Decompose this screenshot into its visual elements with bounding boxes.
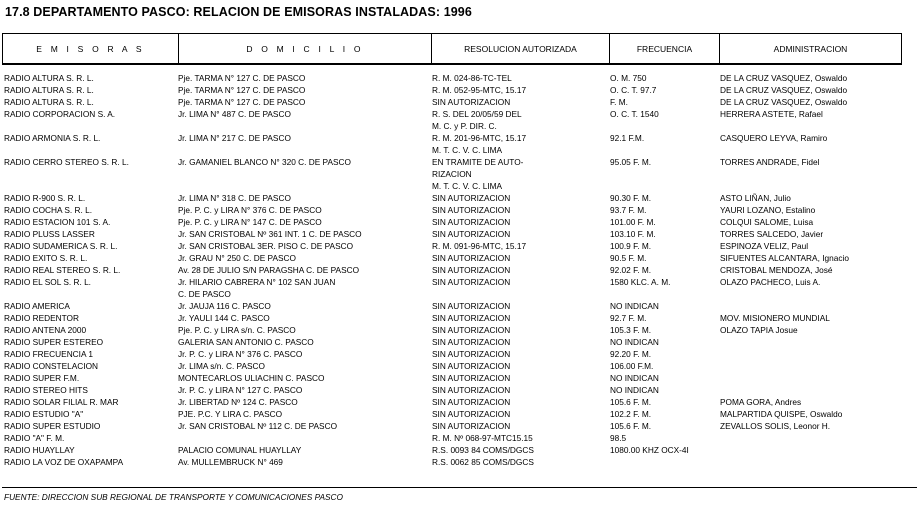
cell-emisora: RADIO FRECUENCIA 1 [4,349,93,359]
cell-emisora: RADIO COCHA S. R. L. [4,205,93,215]
cell-resolucion: M. T. C. V. C. LIMA [432,145,503,155]
cell-resolucion: R. M. Nº 068-97-MTC15.15 [432,433,533,443]
cell-resolucion: SIN AUTORIZACION [432,217,511,227]
cell-frecuencia: 1580 KLC. A. M. [610,277,671,287]
cell-resolucion: SIN AUTORIZACION [432,301,511,311]
cell-emisora: RADIO HUAYLLAY [4,445,75,455]
cell-emisora: RADIO ALTURA S. R. L. [4,73,94,83]
cell-domicilio: Jr. HILARIO CABRERA N° 102 SAN JUAN [178,277,336,287]
cell-frecuencia: NO INDICAN [610,301,659,311]
cell-emisora: RADIO SUPER ESTUDIO [4,421,101,431]
cell-domicilio: Jr. GAMANIEL BLANCO N° 320 C. DE PASCO [178,157,351,167]
cell-domicilio: PALACIO COMUNAL HUAYLLAY [178,445,302,455]
table-title: 17.8 DEPARTAMENTO PASCO: RELACION DE EMISORAS INSTALADAS: 1996 [5,5,472,19]
cell-resolucion: RIZACION [432,169,472,179]
cell-domicilio: Jr. JAUJA 116 C. PASCO [178,301,271,311]
cell-resolucion: SIN AUTORIZACION [432,193,511,203]
cell-administracion: DE LA CRUZ VASQUEZ, Oswaldo [720,97,848,107]
cell-emisora: RADIO AMERICA [4,301,70,311]
cell-frecuencia: 1080.00 KHZ OCX-4I [610,445,689,455]
cell-resolucion: SIN AUTORIZACION [432,385,511,395]
cell-administracion: HERRERA ASTETE, Rafael [720,109,823,119]
cell-domicilio: PJE. P.C. Y LIRA C. PASCO [178,409,283,419]
cell-resolucion: EN TRAMITE DE AUTO- [432,157,524,167]
cell-domicilio: C. DE PASCO [178,289,231,299]
cell-resolucion: SIN AUTORIZACION [432,313,511,323]
cell-frecuencia: 102.2 F. M. [610,409,652,419]
cell-frecuencia: 105.6 F. M. [610,421,652,431]
header-frecuencia: FRECUENCIA [610,34,720,63]
cell-administracion: DE LA CRUZ VASQUEZ, Oswaldo [720,85,848,95]
cell-administracion: YAURI LOZANO, Estalino [720,205,816,215]
cell-domicilio: Pje. TARMA N° 127 C. DE PASCO [178,73,306,83]
cell-resolucion: SIN AUTORIZACION [432,409,511,419]
source-note: FUENTE: DIRECCION SUB REGIONAL DE TRANSPORTE Y COMUNICACIONES PASCO [4,492,344,502]
cell-frecuencia: 90.30 F. M. [610,193,652,203]
cell-frecuencia: 98.5 [610,433,627,443]
cell-administracion: TORRES ANDRADE, Fidel [720,157,820,167]
cell-resolucion: R.S. 0093 84 COMS/DGCS [432,445,534,455]
cell-emisora: RADIO ALTURA S. R. L. [4,85,94,95]
cell-frecuencia: 101.00 F. M. [610,217,656,227]
cell-frecuencia: 95.05 F. M. [610,157,652,167]
cell-emisora: RADIO ESTUDIO "A" [4,409,84,419]
cell-domicilio: Jr. P. C. y LIRA N° 127 C. PASCO [178,385,303,395]
cell-resolucion: R. M. 024-86-TC-TEL [432,73,512,83]
cell-frecuencia: NO INDICAN [610,373,659,383]
cell-domicilio: Jr. SAN CRISTOBAL Nº 112 C. DE PASCO [178,421,338,431]
header-emisoras: E M I S O R A S [3,34,179,63]
cell-domicilio: Pje. TARMA N° 127 C. DE PASCO [178,85,306,95]
cell-frecuencia: NO INDICAN [610,385,659,395]
cell-emisora: RADIO ALTURA S. R. L. [4,97,94,107]
cell-administracion: DE LA CRUZ VASQUEZ, Oswaldo [720,73,848,83]
cell-emisora: RADIO CORPORACION S. A. [4,109,116,119]
cell-domicilio: Jr. YAULI 144 C. PASCO [178,313,270,323]
cell-resolucion: SIN AUTORIZACION [432,277,511,287]
cell-domicilio: Jr. LIMA N° 487 C. DE PASCO [178,109,291,119]
cell-frecuencia: O. C. T. 1540 [610,109,659,119]
cell-resolucion: R. M. 091-96-MTC, 15.17 [432,241,527,251]
cell-resolucion: SIN AUTORIZACION [432,349,511,359]
cell-domicilio: GALERIA SAN ANTONIO C. PASCO [178,337,314,347]
cell-administracion: COLQUI SALOME, Luisa [720,217,814,227]
cell-domicilio: Jr. SAN CRISTOBAL 3ER. PISO C. DE PASCO [178,241,354,251]
cell-domicilio: Pje. P. C. y LIRA N° 147 C. DE PASCO [178,217,322,227]
cell-domicilio: Av. 28 DE JULIO S/N PARAGSHA C. DE PASCO [178,265,360,275]
header-resolucion: RESOLUCION AUTORIZADA [432,34,610,63]
cell-emisora: RADIO SOLAR FILIAL R. MAR [4,397,119,407]
cell-emisora: RADIO CONSTELACION [4,361,99,371]
cell-resolucion: SIN AUTORIZACION [432,421,511,431]
header-administracion: ADMINISTRACION [773,43,848,54]
cell-emisora: RADIO PLUSS LASSER [4,229,95,239]
cell-resolucion: M. C. y P. DIR. C. [432,121,497,131]
cell-frecuencia: 103.10 F. M. [610,229,656,239]
cell-emisora: RADIO ESTACION 101 S. A. [4,217,111,227]
cell-domicilio: Jr. P. C. y LIRA N° 376 C. PASCO [178,349,303,359]
cell-emisora: RADIO REDENTOR [4,313,79,323]
cell-administracion: OLAZO TAPIA Josue [720,325,798,335]
cell-frecuencia: 93.7 F. M. [610,205,647,215]
cell-emisora: RADIO ANTENA 2000 [4,325,87,335]
cell-resolucion: SIN AUTORIZACION [432,205,511,215]
cell-emisora: RADIO SUDAMERICA S. R. L. [4,241,118,251]
cell-emisora: RADIO SUPER F.M. [4,373,80,383]
table-header [2,33,902,65]
cell-administracion: CASQUERO LEYVA, Ramiro [720,133,828,143]
cell-domicilio: Jr. LIMA N° 217 C. DE PASCO [178,133,291,143]
cell-domicilio: Pje. TARMA N° 127 C. DE PASCO [178,97,306,107]
footer-divider [2,487,917,488]
header-domicilio: D O M I C I L I O [179,34,432,63]
cell-administracion: OLAZO PACHECO, Luis A. [720,277,821,287]
cell-emisora: RADIO CERRO STEREO S. R. L. [4,157,129,167]
cell-resolucion: R. M. 052-95-MTC, 15.17 [432,85,527,95]
cell-resolucion: R. M. 201-96-MTC, 15.17 [432,133,527,143]
cell-emisora: RADIO EXITO S. R. L. [4,253,88,263]
cell-domicilio: Pje. P. C. y LIRA s/n. C. PASCO [178,325,296,335]
cell-emisora: RADIO R-900 S. R. L. [4,193,86,203]
cell-emisora: RADIO STEREO HITS [4,385,88,395]
cell-resolucion: SIN AUTORIZACION [432,397,511,407]
cell-frecuencia: O. M. 750 [610,73,647,83]
cell-emisora: RADIO REAL STEREO S. R. L. [4,265,121,275]
cell-domicilio: Jr. SAN CRISTOBAL Nº 361 INT. 1 C. DE PASCO [178,229,362,239]
cell-frecuencia: 92.02 F. M. [610,265,652,275]
cell-resolucion: R.S. 0062 85 COMS/DGCS [432,457,534,467]
cell-frecuencia: 106.00 F.M. [610,361,654,371]
cell-administracion: POMA GORA, Andres [720,397,802,407]
cell-emisora: RADIO LA VOZ DE OXAPAMPA [4,457,124,467]
cell-resolucion: SIN AUTORIZACION [432,229,511,239]
cell-emisora: RADIO SUPER ESTEREO [4,337,104,347]
cell-resolucion: SIN AUTORIZACION [432,373,511,383]
cell-administracion: CRISTOBAL MENDOZA, José [720,265,833,275]
cell-frecuencia: 92.20 F. M. [610,349,652,359]
cell-frecuencia: 105.6 F. M. [610,397,652,407]
cell-administracion: MOV. MISIONERO MUNDIAL [720,313,830,323]
cell-domicilio: Av. MULLEMBRUCK N° 469 [178,457,283,467]
cell-domicilio: Jr. LIMA s/n. C. PASCO [178,361,265,371]
cell-resolucion: R. S. DEL 20/05/59 DEL [432,109,522,119]
cell-frecuencia: 92.7 F. M. [610,313,647,323]
cell-administracion: TORRES SALCEDO, Javier [720,229,824,239]
cell-resolucion: M. T. C. V. C. LIMA [432,181,503,191]
cell-resolucion: SIN AUTORIZACION [432,265,511,275]
cell-domicilio: MONTECARLOS ULIACHIN C. PASCO [178,373,325,383]
cell-frecuencia: F. M. [610,97,628,107]
cell-administracion: ASTO LIÑAN, Julio [720,193,791,203]
cell-emisora: RADIO ARMONIA S. R. L. [4,133,101,143]
cell-resolucion: SIN AUTORIZACION [432,337,511,347]
cell-administracion: ZEVALLOS SOLIS, Leonor H. [720,421,831,431]
cell-domicilio: Jr. LIBERTAD Nº 124 C. PASCO [178,397,298,407]
cell-domicilio: Jr. LIMA N° 318 C. DE PASCO [178,193,291,203]
cell-administracion: ESPINOZA VELIZ, Paul [720,241,809,251]
cell-frecuencia: 105.3 F. M. [610,325,652,335]
cell-administracion: MALPARTIDA QUISPE, Oswaldo [720,409,843,419]
cell-frecuencia: 90.5 F. M. [610,253,647,263]
cell-resolucion: SIN AUTORIZACION [432,253,511,263]
cell-domicilio: Pje. P. C. y LIRA N° 376 C. DE PASCO [178,205,322,215]
cell-frecuencia: NO INDICAN [610,337,659,347]
cell-administracion: SIFUENTES ALCANTARA, Ignacio [720,253,849,263]
cell-emisora: RADIO "A" F. M. [4,433,65,443]
cell-domicilio: Jr. GRAU N° 250 C. DE PASCO [178,253,296,263]
cell-emisora: RADIO EL SOL S. R. L. [4,277,91,287]
cell-resolucion: SIN AUTORIZACION [432,325,511,335]
cell-resolucion: SIN AUTORIZACION [432,97,511,107]
cell-resolucion: SIN AUTORIZACION [432,361,511,371]
cell-frecuencia: 100.9 F. M. [610,241,652,251]
cell-frecuencia: O. C. T. 97.7 [610,85,657,95]
cell-frecuencia: 92.1 F.M. [610,133,645,143]
